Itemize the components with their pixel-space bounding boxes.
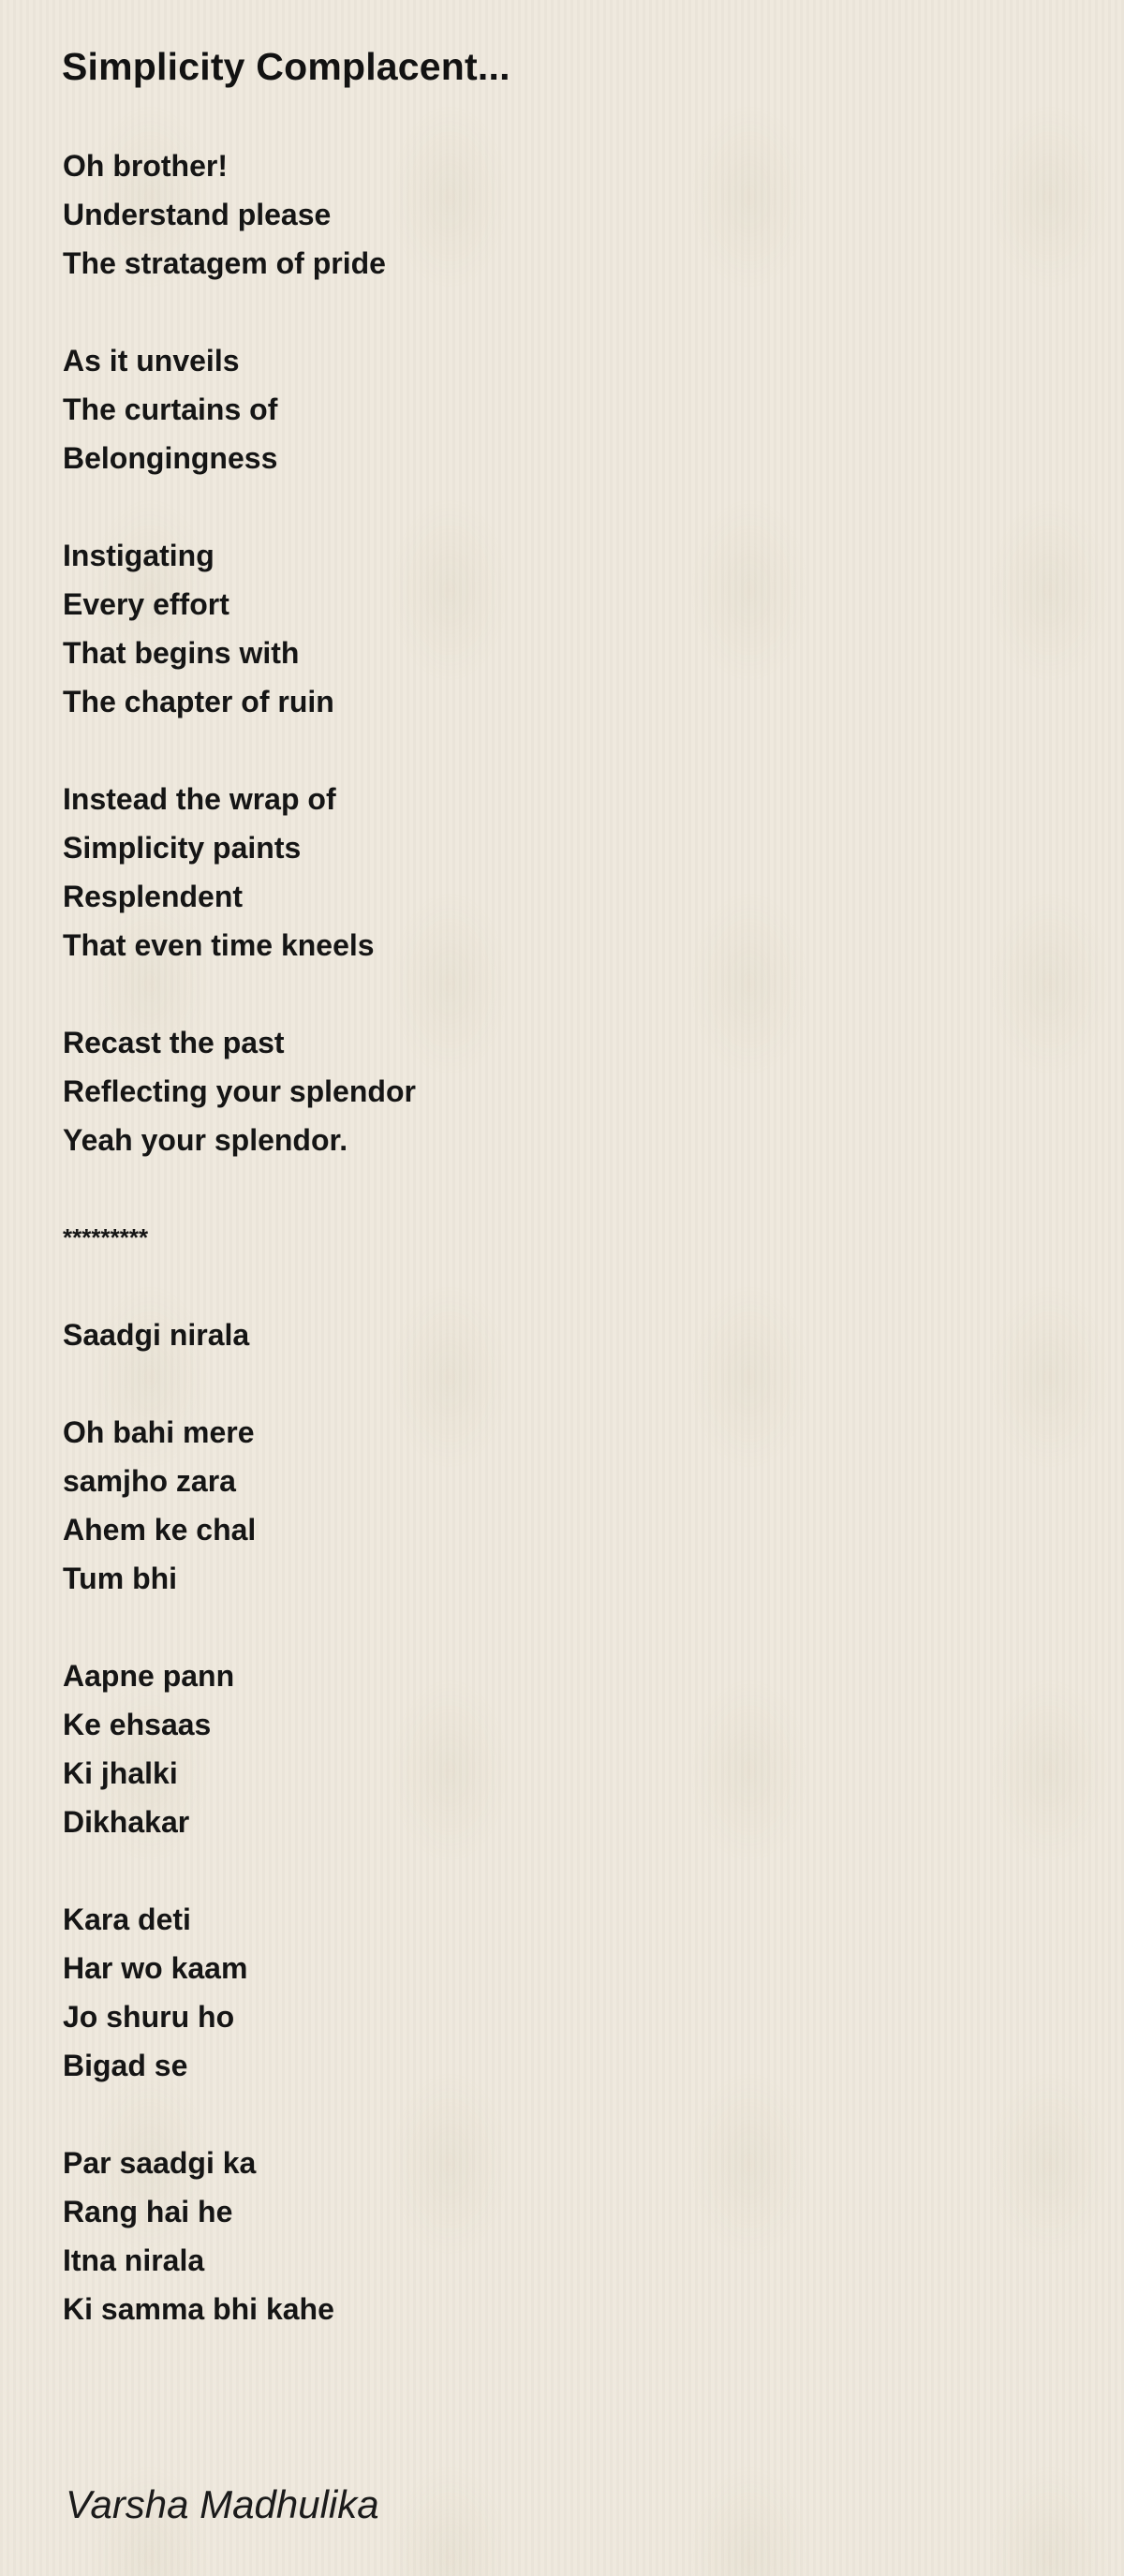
poem-line: That even time kneels <box>63 928 375 962</box>
poem-line: Reflecting your splendor <box>63 1074 416 1108</box>
poem-line: Bigad se <box>63 2049 188 2082</box>
stanza-gap <box>63 970 1056 1018</box>
stanza <box>63 141 1056 288</box>
stanza-gap <box>63 482 1056 531</box>
poem-line: Kara deti <box>63 1902 191 1936</box>
stanza-gap <box>63 1359 1056 1408</box>
poem-line: Itna nirala <box>63 2243 205 2277</box>
stanza <box>63 1895 1056 2090</box>
poem-line: Saadgi nirala <box>63 1318 250 1352</box>
stanza <box>63 1310 1056 1359</box>
poem-line: Instead the wrap of <box>63 782 336 816</box>
poem-line: Jo shuru ho <box>63 2000 235 2034</box>
poem-line: Instigating <box>63 539 214 572</box>
poem-line: Ke ehsaas <box>63 1708 212 1741</box>
poem-line: Belongingness <box>63 441 278 475</box>
stanza-gap <box>63 1262 1056 1310</box>
poem-line: Ki jhalki <box>63 1756 178 1790</box>
poem-line: Simplicity paints <box>63 831 302 865</box>
poem-line: Yeah your splendor. <box>63 1123 348 1157</box>
stanza-divider <box>63 1213 1056 1262</box>
poem-line: samjho zara <box>63 1464 236 1498</box>
stanza <box>63 1408 1056 1603</box>
poem-line: Rang hai he <box>63 2195 233 2228</box>
poem-line: Oh brother! <box>63 149 228 183</box>
stanza-gap <box>63 2090 1056 2139</box>
poem-line: Oh bahi mere <box>63 1415 255 1449</box>
poem-line: The curtains of <box>63 392 278 426</box>
poem-line: Every effort <box>63 587 229 621</box>
stanza <box>63 1651 1056 1846</box>
poem-line: As it unveils <box>63 344 240 378</box>
stanza-gap <box>63 726 1056 775</box>
stanza-gap <box>63 1846 1056 1895</box>
stanza <box>63 531 1056 726</box>
poem-line: The stratagem of pride <box>63 246 386 280</box>
poem-line: Ahem ke chal <box>63 1513 257 1547</box>
stanza-gap <box>63 1603 1056 1651</box>
poem-title: Simplicity Complacent... <box>62 45 510 88</box>
stanza <box>63 1018 1056 1164</box>
poem-line: Recast the past <box>63 1026 285 1059</box>
poem-author: Varsha Madhulika <box>66 2482 379 2526</box>
poem-line: That begins with <box>63 636 300 670</box>
stanza <box>63 2139 1056 2333</box>
poem-line: Har wo kaam <box>63 1951 248 1985</box>
poem-line: Tum bhi <box>63 1562 178 1595</box>
poem-line: Aapne pann <box>63 1659 235 1693</box>
stanza <box>63 775 1056 970</box>
stanza-gap <box>63 1164 1056 1213</box>
poem-line: Ki samma bhi kahe <box>63 2292 334 2326</box>
poem-line: Understand please <box>63 198 332 231</box>
poem-line: Resplendent <box>63 880 244 913</box>
poem-body <box>63 141 1056 2333</box>
stanza-gap <box>63 288 1056 336</box>
poem-line: Dikhakar <box>63 1805 190 1839</box>
stanza <box>63 336 1056 482</box>
poem-divider-line: ********* <box>63 1223 149 1251</box>
poem-line: The chapter of ruin <box>63 685 334 718</box>
poem-line: Par saadgi ka <box>63 2146 257 2180</box>
